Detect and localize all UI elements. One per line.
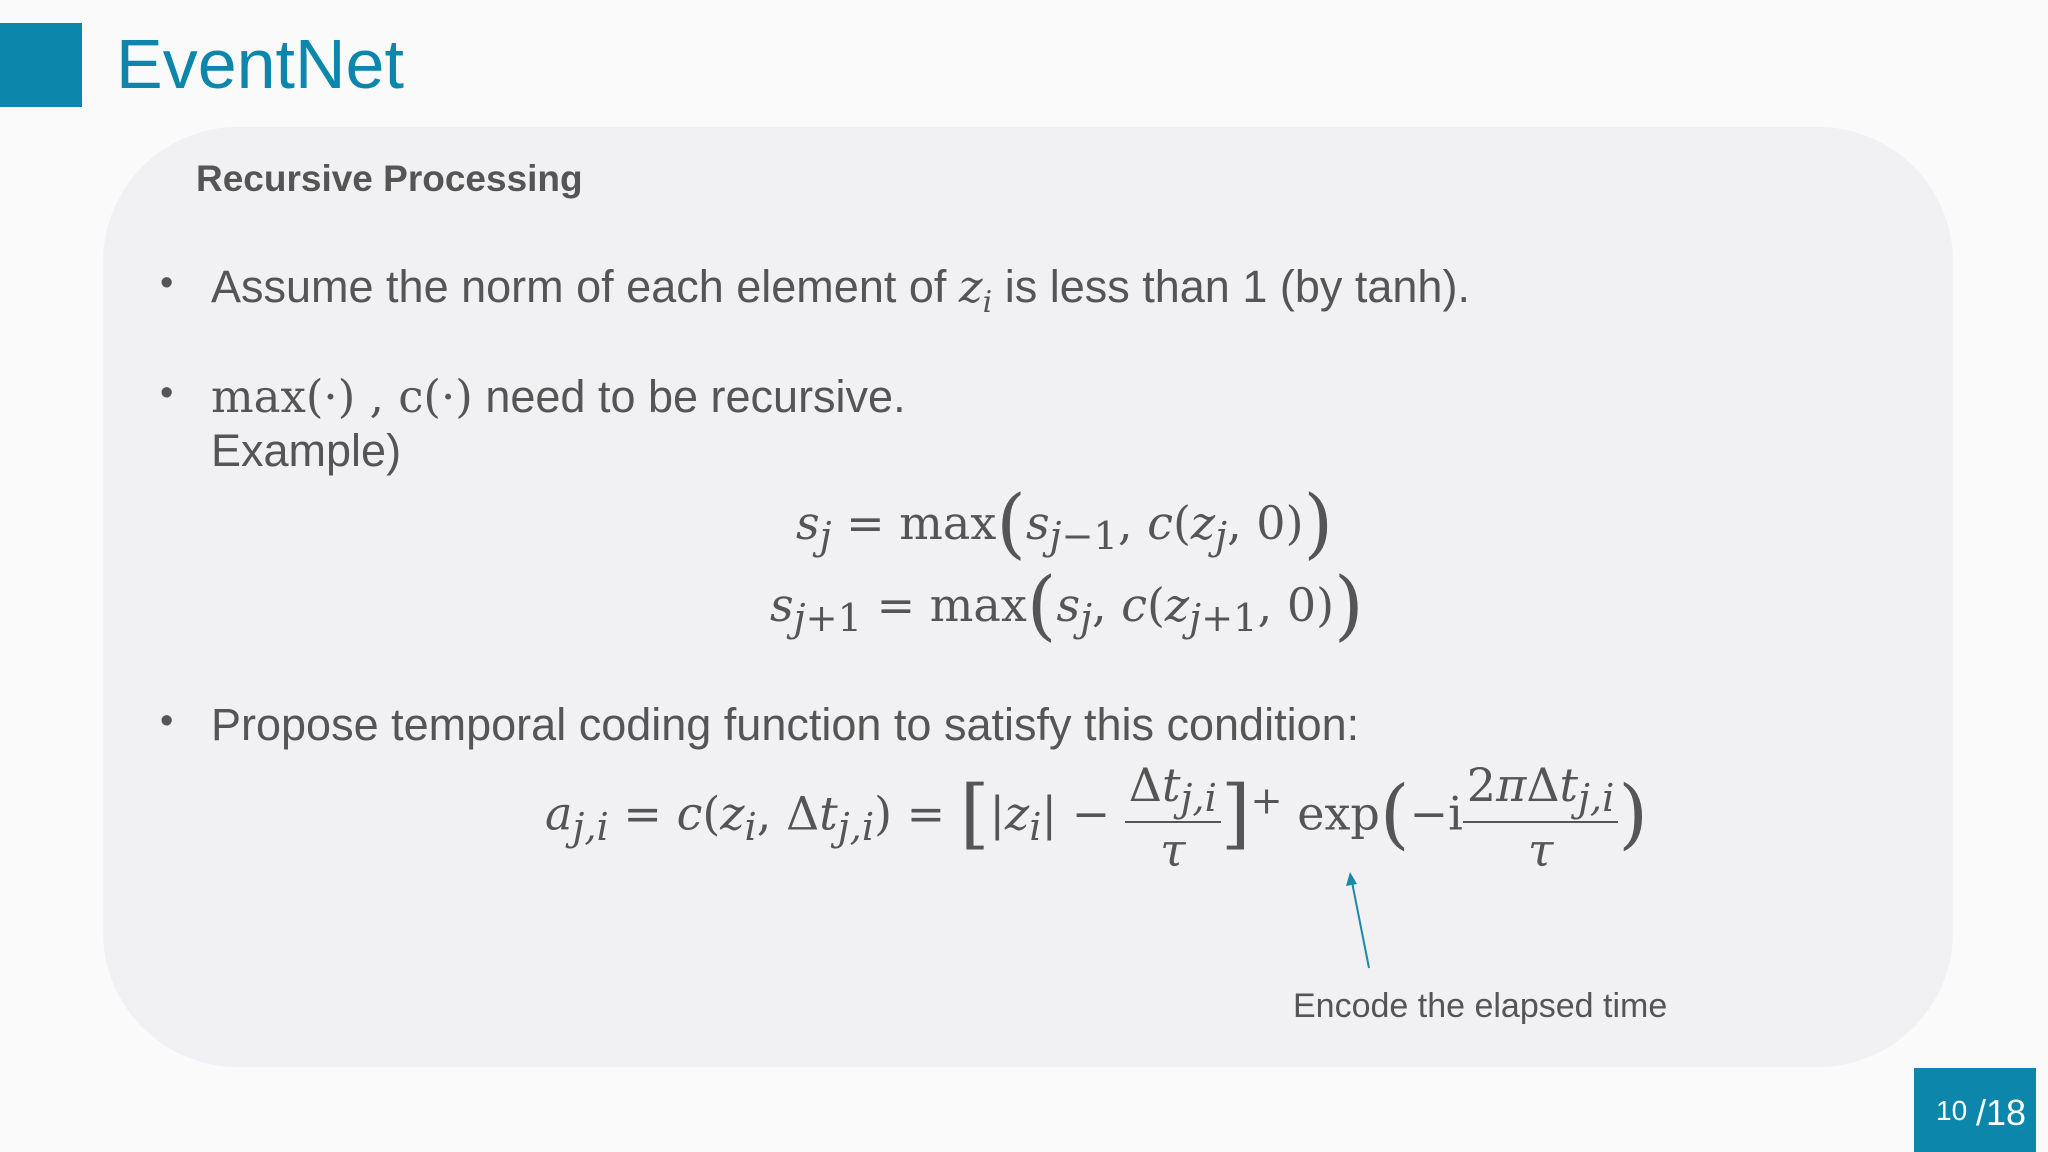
bullet-1-sub: i — [982, 285, 993, 320]
bullet-3: Propose temporal coding function to satisfy this condition: — [211, 699, 1360, 750]
bullet-1-prefix: Assume the norm of each element of — [211, 261, 959, 312]
equation-2: $s_{j+1} = \max(s_j$, $c(z_{j+1}$, 0)) — [770, 560, 1364, 649]
page-number-box — [1914, 1068, 2036, 1152]
equation-3: $a_{j,i} = c(z_i$, $\Delta t_{j,i}) = [|z_i|$ − $\frac{\Delta t_{j,i}}{\tau}$ ]+ exp(−i $\frac{2\pi\Delta t_{j,i}}{\tau}$ ) — [545, 758, 1649, 878]
page-current: 10 — [1936, 1095, 1968, 1126]
bullet-2-example: Example) — [211, 425, 402, 476]
bullet-1-suffix: is less than 1 (by tanh). — [992, 261, 1470, 312]
bullet-2-math: max(·) , c(·) — [211, 370, 473, 423]
title-accent-block — [0, 23, 82, 107]
bullet-1-var: z — [958, 260, 983, 313]
annotation-arrow — [1330, 870, 1390, 975]
slide-title: EventNet — [116, 25, 404, 103]
bullet-1 — [211, 260, 1470, 330]
bullet-2-text: need to be recursive. — [472, 371, 906, 422]
equation-1: $s_j = \max(s_{j-1}$, $c(z_j$, 0)) — [796, 478, 1334, 567]
annotation-text: Encode the elapsed time — [1293, 987, 1668, 1025]
bullet-dot: • — [160, 700, 174, 742]
section-heading: Recursive Processing — [196, 158, 583, 199]
bullet-dot: • — [160, 262, 174, 304]
page-total: /18 — [1976, 1092, 2027, 1133]
bullet-2 — [211, 370, 906, 424]
bullet-dot: • — [160, 372, 174, 414]
